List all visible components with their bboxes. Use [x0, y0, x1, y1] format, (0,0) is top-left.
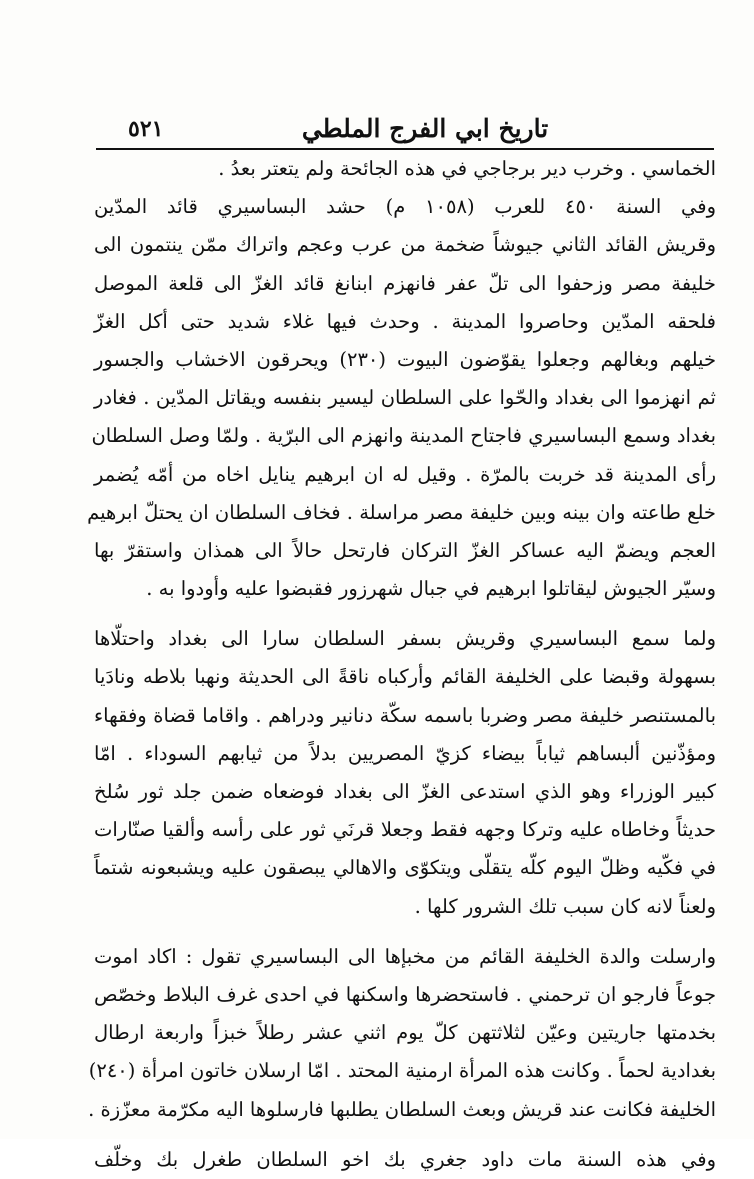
text-line: الخليفة فكانت عند قريش وبعث السلطان يطلبها فارسلوها اليه مكرّمة معزّزة .: [88, 1097, 716, 1121]
page-number: ٥٢١: [128, 116, 164, 142]
text-line: وقريش القائد الثاني جيوشاً ضخمة من عرب وعجم واتراك ممّن ينتمون الى: [94, 233, 716, 257]
text-line: وفي هذه السنة مات داود جغري بك اخو السلطان طغرل بك وخلّف: [94, 1147, 716, 1171]
text-line: رأى المدينة قد خربت بالمرّة . وقيل له ان ابرهيم ينايل اخاه من أمّه يُضمر: [94, 462, 716, 486]
text-line: وفي السنة ٤٥٠ للعرب (١٠٥٨ م) حشد البساسيري قائد المدّين: [94, 195, 716, 219]
text-line: بغدادية لحماً . وكانت هذه المرأة ارمنية المحتد . امّا ارسلان خاتون امرأة (٢٤٠): [88, 1059, 716, 1083]
paragraph: [87, 188, 716, 608]
text-line: حديثاً وخاطاه عليه وتركا وجهه فقط وجعلا قرنَي ثور على رأسه وألقيا صنّارات: [94, 818, 716, 842]
text-line: ولما سمع البساسيري وقريش بسفر السلطان سارا الى بغداد واحتلّاها: [94, 627, 716, 651]
text-line: خليفة مصر وزحفوا الى تلّ عفر فانهزم ابنانغ قائد الغزّ الى قلعة الموصل: [94, 271, 716, 295]
paragraph-gap: [94, 1129, 716, 1141]
text-line: بسهولة وقبضا على الخليفة القائم وأركباه ناقةً الى الحديثة ونهبا بلاطه ونادَيا: [94, 665, 716, 689]
text-line: ثم انهزموا الى بغداد والحّوا على السلطان ليسير بنفسه ويقاتل المدّين . فغادر: [94, 386, 716, 410]
text-line: وارسلت والدة الخليفة القائم من مخبإها الى البساسيري تقول : اكاد اموت: [94, 944, 716, 968]
text-line: ومؤذّنين ألبساهم ثياباً بيضاء كزيّ المصريين بدلاً من ثيابهم السوداء . امّا: [94, 741, 716, 765]
text-line: وسيّر الجيوش ليقاتلوا ابرهيم في جبال شهرزور فقبضوا عليه وأودوا به .: [146, 577, 716, 601]
paragraph: [94, 1141, 716, 1179]
paragraph: [88, 938, 716, 1129]
text-line: العجم ويضمّ اليه عساكر الغزّ التركان فارتحل حالاً الى همذان واستقرّ بها: [94, 538, 716, 562]
text-line: بالمستنصر خليفة مصر وضربا باسمه سكّة دنانير ودراهم . واقاما قضاة وفقهاء: [94, 703, 716, 727]
paragraph-gap: [94, 608, 716, 620]
text-line: الخماسي . وخرب دير برجاجي في هذه الجائحة ولم يتعتر بعدُ .: [218, 157, 716, 180]
text-line: بغداد وسمع البساسيري فاجتاح المدينة وانهزم الى البرّية . ولمّا وصل السلطان: [91, 424, 716, 448]
text-line: خلع طاعته وان بينه وبين خليفة مصر مراسلة . فخاف السلطان ان يحتلّ ابرهيم: [87, 500, 716, 524]
page-header: [100, 108, 712, 148]
paragraph: [94, 150, 716, 188]
running-title: تاريخ ابي الفرج الملطي: [301, 114, 549, 143]
body-text: [87, 150, 716, 1179]
text-line: ولعناً لانه كان سبب تلك الشرور كلها .: [414, 894, 716, 918]
text-line: بخدمتها جاريتين وعيّن لثلاثتهن كلّ يوم اثني عشر رطلاً خبزاً واربعة ارطال: [94, 1021, 716, 1045]
paragraph: [94, 620, 716, 926]
text-line: كبير الوزراء وهو الذي استدعى الغزّ الى بغداد فوضعاه ضمن جلد ثور سُلخ: [94, 780, 716, 803]
text-line: فلحقه المدّين وحاصروا المدينة . وحدث فيها غلاء شديد حتى أكل الغزّ: [94, 309, 716, 333]
text-line: جوعاً فارجو ان ترحمني . فاستحضرها واسكنها في احدى غرف البلاط وخصّص: [94, 982, 716, 1006]
text-line: خيلهم وبغالهم وجعلوا يقوّضون البيوت (٢٣٠) ويحرقون الاخشاب والجسور: [94, 347, 716, 371]
paragraph-gap: [94, 926, 716, 938]
text-line: في فكّيه وظلّ اليوم كلّه يتقلّى ويتكوّى والاهالي يبصقون عليه ويشبعونه شتماً: [94, 856, 716, 880]
